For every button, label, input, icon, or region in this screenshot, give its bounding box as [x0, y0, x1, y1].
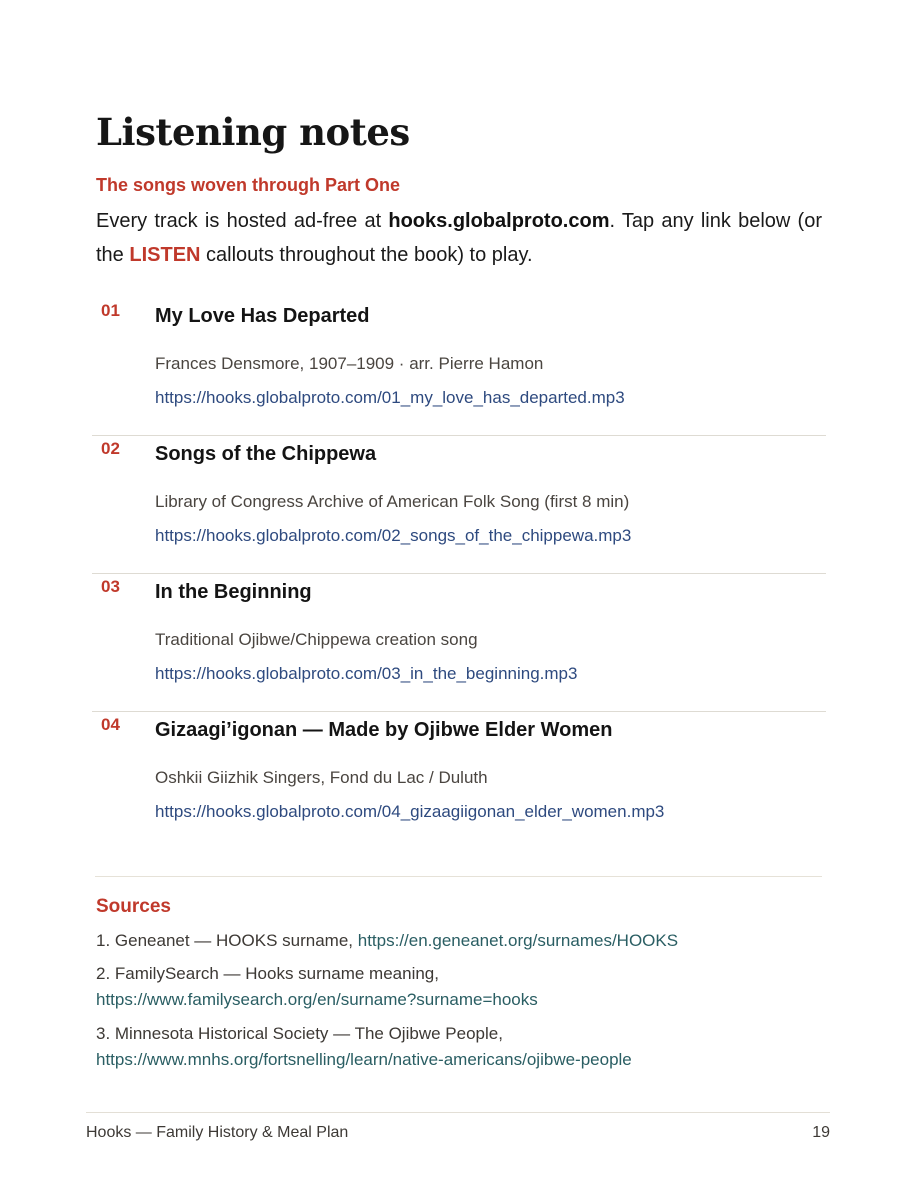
sources-divider	[95, 876, 822, 877]
source-text: 2. FamilySearch — Hooks surname meaning,	[96, 964, 439, 983]
sources-heading: Sources	[96, 896, 171, 917]
footer-divider	[86, 1112, 830, 1113]
source-text: 1. Geneanet — HOOKS surname,	[96, 931, 358, 950]
track-number: 03	[101, 577, 120, 596]
track-item-04	[92, 711, 826, 849]
track-item-03	[92, 573, 826, 712]
footer-book-title: Hooks — Family History & Meal Plan	[86, 1124, 349, 1141]
source-item-3	[96, 1021, 632, 1073]
track-number: 01	[101, 301, 120, 320]
source-link[interactable]: https://www.familysearch.org/en/surname?surname=hooks	[96, 990, 538, 1009]
intro-text: callouts throughout the book) to play.	[200, 244, 533, 266]
page-number: 19	[812, 1124, 830, 1141]
intro-paragraph	[96, 204, 822, 272]
track-link[interactable]: https://hooks.globalproto.com/04_gizaagiigonan_elder_women.mp3	[155, 802, 665, 821]
host-name: hooks.globalproto.com	[388, 210, 610, 232]
track-link[interactable]: https://hooks.globalproto.com/01_my_love_has_departed.mp3	[155, 388, 625, 407]
track-title: Gizaagi’igonan — Made by Ojibwe Elder Women	[155, 719, 613, 741]
source-item-2	[96, 961, 538, 1013]
track-credit: Frances Densmore, 1907–1909 · arr. Pierre Hamon	[155, 354, 544, 373]
intro-text: . Tap any link below (or the	[96, 210, 823, 266]
intro-text: Every track is hosted ad-free at	[96, 210, 389, 232]
track-credit: Library of Congress Archive of American Folk Song (first 8 min)	[155, 492, 630, 511]
track-number: 04	[101, 715, 120, 734]
track-item-01	[92, 297, 826, 436]
track-credit: Oshkii Giizhik Singers, Fond du Lac / Duluth	[155, 768, 488, 787]
track-title: In the Beginning	[155, 581, 312, 603]
source-link[interactable]: https://www.mnhs.org/fortsnelling/learn/native-americans/ojibwe-people	[96, 1050, 632, 1069]
track-credit: Traditional Ojibwe/Chippewa creation song	[155, 630, 478, 649]
source-item-1	[96, 928, 678, 954]
track-title: Songs of the Chippewa	[155, 443, 377, 465]
listen-callout-label: LISTEN	[129, 244, 201, 266]
source-link[interactable]: https://en.geneanet.org/surnames/HOOKS	[357, 931, 679, 950]
track-link[interactable]: https://hooks.globalproto.com/02_songs_of_the_chippewa.mp3	[155, 526, 632, 545]
source-text: 3. Minnesota Historical Society — The Ojibwe People,	[96, 1024, 503, 1043]
track-number: 02	[101, 439, 120, 458]
track-title: My Love Has Departed	[155, 305, 370, 327]
page-title: Listening notes	[96, 110, 410, 154]
track-link[interactable]: https://hooks.globalproto.com/03_in_the_beginning.mp3	[155, 664, 578, 683]
page-subtitle: The songs woven through Part One	[96, 175, 401, 195]
track-item-02	[92, 435, 826, 574]
